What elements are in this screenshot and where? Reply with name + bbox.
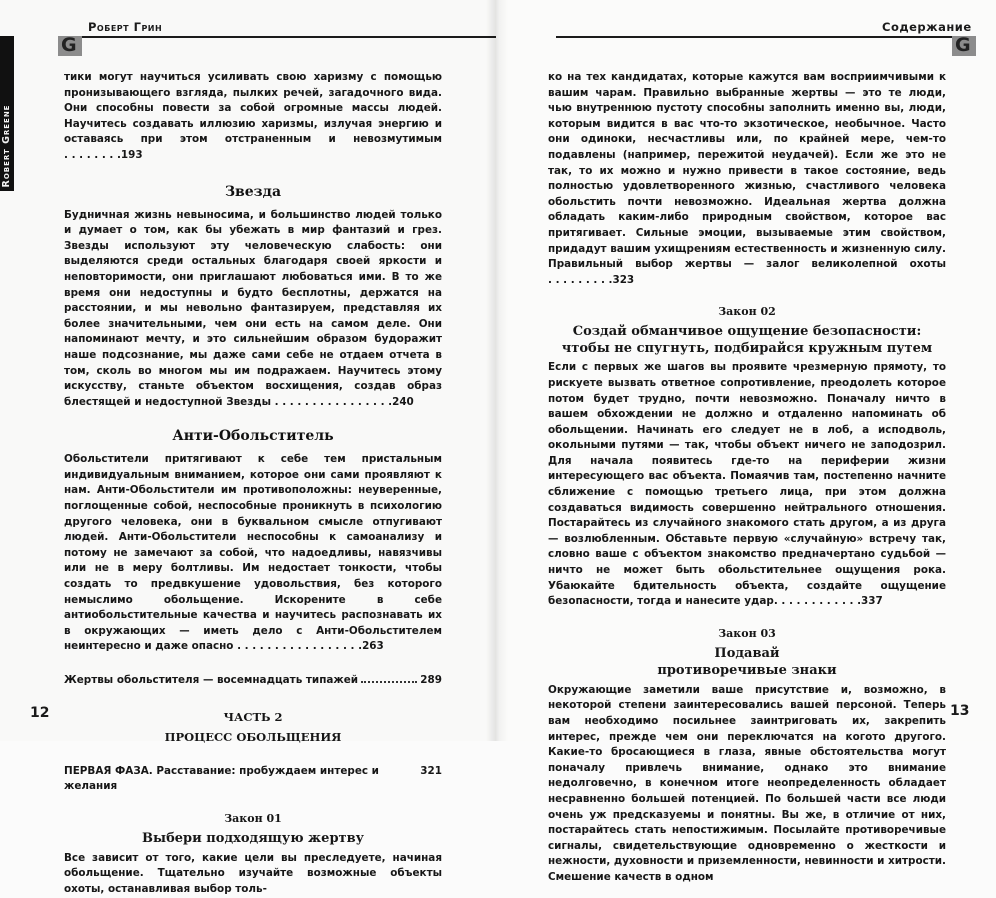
toc-entry-leader: . . . . . . . . . [548, 273, 613, 286]
law-03-text: Окружающие заметили ваше присутствие и, возможно, в некоторой степени заинтересовались вашей персоной. Теперь вам необходимо посильнее заинтриговать их, закрепить интерес, прежде чем они переключатся на когото другого. Какие-то бросающиеся в глаза, явные обстоятельства могут поначалу привлечь внимание, однако это внимание недолговечно, в конечном итоге неопределенность обладает несравненно большей потенцией. По большей части все люди очень уж предсказуемы и понятны. Вы же, в отличие от них, постарайтесь стать непостижимым. Посылайте противоречивые сигналы, свидетельствующие одновременно о жесткости и нежности, духовности и приземленности, невинности и хитрости. Смешение качеств в одном [548, 683, 946, 883]
toc-entry-phase-one [64, 764, 442, 795]
toc-entry-page: 289 [420, 674, 442, 686]
law-03-title-line-2: противоречивые знаки [657, 662, 837, 678]
toc-entry-page: 193 [120, 148, 143, 161]
toc-entry-page: 323 [612, 273, 635, 286]
left-header-tab [58, 36, 82, 56]
g-logo-icon: G [61, 34, 77, 56]
book-gutter-shadow [486, 0, 508, 741]
toc-entry-leader: . . . . . . . . . . . . . . . . . [237, 640, 363, 653]
toc-entry-page: 240 [392, 395, 414, 408]
right-page-number: 13 [950, 703, 970, 719]
right-column [548, 70, 946, 886]
toc-entry-text: ПЕРВАЯ ФАЗА. Расставание: пробуждаем интерес и желания [64, 764, 379, 793]
toc-entry-text: Если с первых же шагов вы проявите чрезмерную прямоту, то рискуете вызвать ответное сопротивление, преодолеть которое потом будет трудно, почти невозможно. Поначалу ничто в вашем обхождении не должно и отдаленно напоминать об обольщении. Начинать его следует не в лоб, а исподволь, окольными путями — так, чтобы объект ничего не заподозрил. Для начала появитесь где-то на периферии жизни интересующего вас объекта. Помаячив там, постепенно начните сближение с помощью третьего лица, при этом должна создаваться видимость совершенно нейтрального отношения. Постарайтесь из случайного знакомого стать другом, а из друга — возлюбленным. Обставьте первую «случайную» встречу так, словно ваше с объектом знакомство предначертано судьбой — ничто не может быть обольстительнее ощущения рока. Убаюкайте бдительность объекта, создайте ощущение безопасности, тогда и нанесите удар. [548, 361, 946, 608]
g-logo-icon: G [955, 34, 971, 56]
left-header-rule [80, 36, 496, 38]
law-03-title-line-1: Подавай [714, 645, 780, 661]
toc-entry-page: 321 [420, 764, 442, 777]
law-02-number: Закон 02 [718, 305, 776, 319]
law-02-text [548, 360, 946, 610]
section-heading-anti-seducer: Анти-Обольститель [172, 428, 334, 445]
toc-entry-text: Будничная жизнь невыносима, и большинство людей только и думает о том, как бы убежать в мир фантазий и грез. Звезды используют эту человеческую слабость: они выделяются среди остальных благодаря своей яркости и неповторимости, они приглашают любоваться ими. В то же время они недоступны и будто бесплотны, держатся на расстоянии, и мы невольно фантазируем, представляя их более значительными, чем они есть на самом деле. Они напоминают мечту, и это сильнейшим образом будоражит наше подсознание, мы даже сами себе не отдаем отчета в том, сколь во многом мы им подражаем. Научитесь этому искусству, станьте объектом восхищения, создав образ блестящей и недоступной Звезды [64, 208, 442, 408]
spine-label-text: Robert Greene [1, 104, 12, 188]
left-page-number: 12 [30, 705, 50, 721]
toc-entry-text: тики могут научиться усиливать свою харизму с помощью пронизывающего взгляда, пылких речей, загадочного вида. Они способны повести за собой огромные массы людей. Научитесь создавать иллюзию харизмы, излучая энергию и оставаясь при этом отстраненным и невозмутимым [64, 71, 442, 146]
left-column [64, 70, 442, 898]
toc-entry-leader: . . . . . . . . . . . . . . . . [274, 395, 393, 408]
section-heading-star: Звезда [224, 183, 282, 200]
law-01-number: Закон 01 [224, 811, 282, 825]
law-02-title-line-2: чтобы не спугнуть, подбирайся кружным путем [561, 341, 933, 357]
law-02-title-line-1: Создай обманчивое ощущение безопасности: [572, 324, 922, 340]
toc-entry-text: Обольстители притягивают к себе тем пристальным индивидуальным вниманием, которое они сами проявляют к нам. Анти-Обольстители им противоположны: неуверенные, поглощенные собой, неспособные проникнуть в психологию другого человека, они в буквальном смысле отпугивают людей. Анти-Обольстители неспособны к самоанализу и потому не замечают за собой, что надоедливы, навязчивы или не в меру болтливы. Им недостает тонкости, чтобы создать то предвкушение удовольствия, без которого немыслимо обольщение. Искорените в себе антиобольстительные качества и научитесь распознавать их в окружающих — иметь дело с Анти-Обольстителем неинтересно и даже опасно [64, 453, 442, 653]
left-page [0, 0, 496, 895]
right-running-head: Содержание [882, 20, 972, 34]
law-01-text: Все зависит от того, какие цели вы преследуете, начиная обольщение. Тщательно изучайте возможные объекты охоты, останавливая выбор толь- [64, 851, 442, 895]
toc-entry-victims [64, 673, 442, 689]
toc-entry-star [64, 208, 442, 411]
part-title: ПРОЦЕСС ОБОЛЬЩЕНИЯ [164, 729, 342, 744]
left-running-head: Роберт Грин [88, 20, 163, 34]
toc-entry-leader: . . . . . . . . [64, 148, 121, 161]
right-header-tab [952, 36, 976, 56]
toc-entry-text: ко на тех кандидатах, которые кажутся вам восприимчивыми к вашим чарам. Правильно выбранные жертвы — это те люди, чью внутреннюю пустоту способны заполнить именно вы, люди, которым видится в вас что-то экзотическое, необычное. Часто они одиноки, несчастливы или, по крайней мере, чем-то подавлены (например, пережитой неудачей). Если же это не так, то их можно и нужно привести в такое состояние, ведь полностью удовлетворенного жизнью, счастливого человека обольстить почти невозможно. Идеальная жертва должна обладать каким-либо природным свойством, которое вас притягивает. Сильные эмоции, вызываемые этим свойством, придадут вашим ухищрениям естественность и жизненную силу. Правильный выбор жертвы — залог великолепной охоты [548, 71, 946, 271]
toc-entry-victim-tail [548, 70, 946, 288]
toc-entry-page: 263 [362, 640, 384, 653]
part-number: ЧАСТЬ 2 [223, 709, 283, 724]
toc-entry-leader: . . . . . . . . . . . [781, 595, 862, 608]
law-03-number: Закон 03 [718, 626, 776, 640]
spine-label [0, 36, 14, 191]
toc-entry-charismatic-tail [64, 70, 442, 164]
toc-entry-leader [361, 681, 417, 683]
toc-entry-anti-seducer [64, 452, 442, 655]
law-01-title: Выбери подходящую жертву [142, 830, 364, 846]
toc-entry-text: Жертвы обольстителя — восемнадцать типажей [64, 674, 359, 686]
toc-entry-page: 337 [861, 595, 883, 608]
right-header-rule [556, 36, 952, 38]
